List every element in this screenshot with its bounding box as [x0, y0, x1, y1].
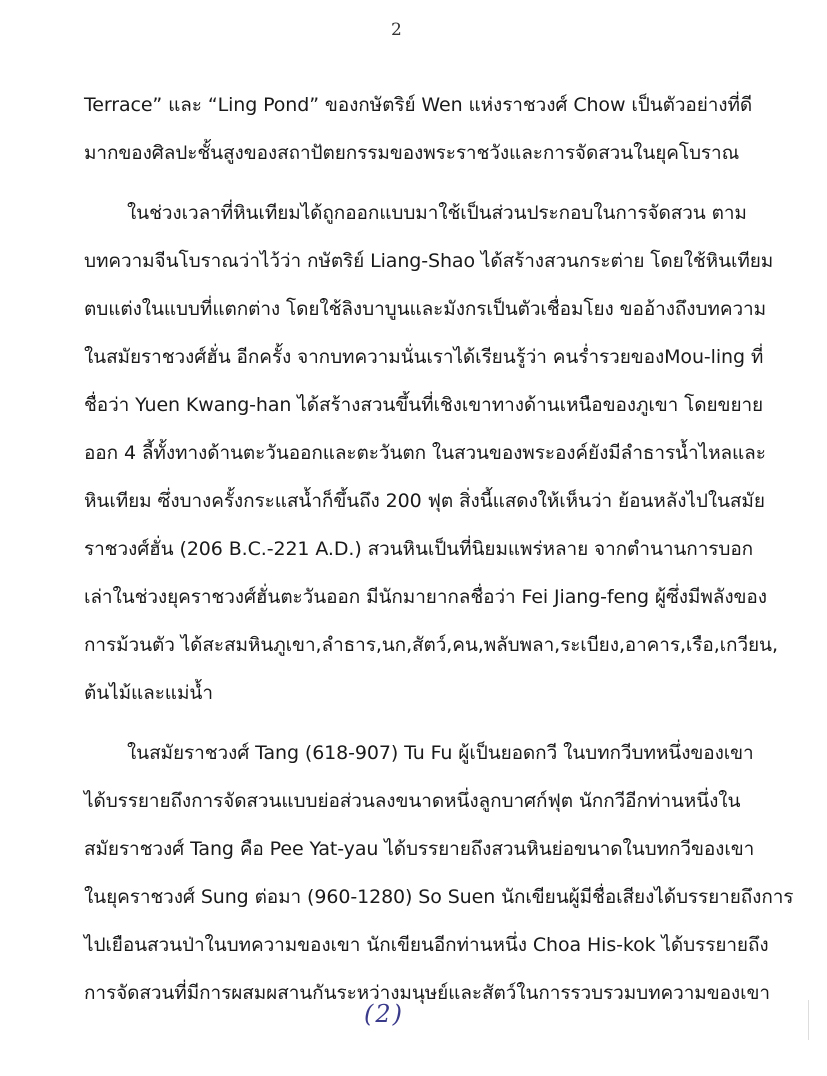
paragraph-3-line-6: การจัดสวนที่มีการผสมผสานกันระหว่างมนุษย์และสัตว์ในการรวบรวมบทความของเขา	[84, 982, 770, 1004]
paragraph-3-line-5: ไปเยือนสวนป่าในบทความของเขา นักเขียนอีกท่านหนึ่ง Choa His-kok ได้บรรยายถึง	[84, 934, 769, 956]
paragraph-2-line-8: ราชวงศ์ฮั่น (206 B.C.-221 A.D.) สวนหินเป็นที่นิยมแพร่หลาย จากตำนานการบอก	[84, 538, 754, 560]
paragraph-2-line-2: บทความจีนโบราณว่าไว้ว่า กษัตริย์ Liang-Shao ได้สร้างสวนกระต่าย โดยใช้หินเทียม	[84, 250, 774, 272]
paragraph-1-line-2: มากของศิลปะชั้นสูงของสถาปัตยกรรมของพระราชวังและการจัดสวนในยุคโบราณ	[84, 142, 740, 164]
paragraph-2-line-6: ออก 4 ลี้ทั้งทางด้านตะวันออกและตะวันตก ในสวนของพระองค์ยังมีลำธารน้ำไหลและ	[84, 442, 766, 464]
paragraph-2-line-3: ตบแต่งในแบบที่แตกต่าง โดยใช้ลิงบาบูนและมังกรเป็นตัวเชื่อมโยง ขออ้างถึงบทความ	[84, 298, 767, 320]
paragraph-2-line-1: ในช่วงเวลาที่หินเทียมได้ถูกออกแบบมาใช้เป็นส่วนประกอบในการจัดสวน ตาม	[127, 202, 747, 224]
page-number-top: 2	[391, 20, 402, 40]
paragraph-3-line-2: ได้บรรยายถึงการจัดสวนแบบย่อส่วนลงขนาดหนึ่งลูกบาศก์ฟุต นักกวีอีกท่านหนึ่งใน	[84, 790, 741, 812]
paragraph-1-line-1: Terrace” และ “Ling Pond” ของกษัตริย์ Wen แห่งราชวงศ์ Chow เป็นตัวอย่างที่ดี	[84, 94, 753, 116]
paragraph-2-line-11: ต้นไม้และแม่น้ำ	[84, 682, 213, 704]
scan-edge-mark	[808, 1000, 809, 1040]
paragraph-2-line-4: ในสมัยราชวงศ์ฮั่น อีกครั้ง จากบทความนั่นเราได้เรียนรู้ว่า คนร่ำรวยของMou-ling ที่	[84, 346, 764, 368]
paragraph-2-line-10: การม้วนตัว ได้สะสมหินภูเขา,ลำธาร,นก,สัตว์,คน,พลับพลา,ระเบียง,อาคาร,เรือ,เกวียน,	[84, 634, 778, 656]
paragraph-3-line-3: สมัยราชวงศ์ Tang คือ Pee Yat-yau ได้บรรยายถึงสวนหินย่อขนาดในบทกวีของเขา	[84, 838, 755, 860]
paragraph-2-line-7: หินเทียม ซึ่งบางครั้งกระแสน้ำก็ขึ้นถึง 200 ฟุต สิ่งนี้แสดงให้เห็นว่า ย้อนหลังไปในสมัย	[84, 490, 765, 512]
page-number-bottom-handwritten: (2)	[364, 1000, 404, 1028]
paragraph-3-line-4: ในยุคราชวงศ์ Sung ต่อมา (960-1280) So Suen นักเขียนผู้มีชื่อเสียงได้บรรยายถึงการ	[84, 886, 794, 908]
paragraph-3-line-1: ในสมัยราชวงศ์ Tang (618-907) Tu Fu ผู้เป็นยอดกวี ในบทกวีบทหนึ่งของเขา	[127, 742, 754, 764]
paragraph-2-line-5: ชื่อว่า Yuen Kwang-han ได้สร้างสวนขึ้นที่เชิงเขาทางด้านเหนือของภูเขา โดยขยาย	[84, 394, 764, 416]
paragraph-2-line-9: เล่าในช่วงยุคราชวงศ์ฮั่นตะวันออก มีนักมายากลชื่อว่า Fei Jiang-feng ผู้ซึ่งมีพลังของ	[84, 586, 767, 608]
